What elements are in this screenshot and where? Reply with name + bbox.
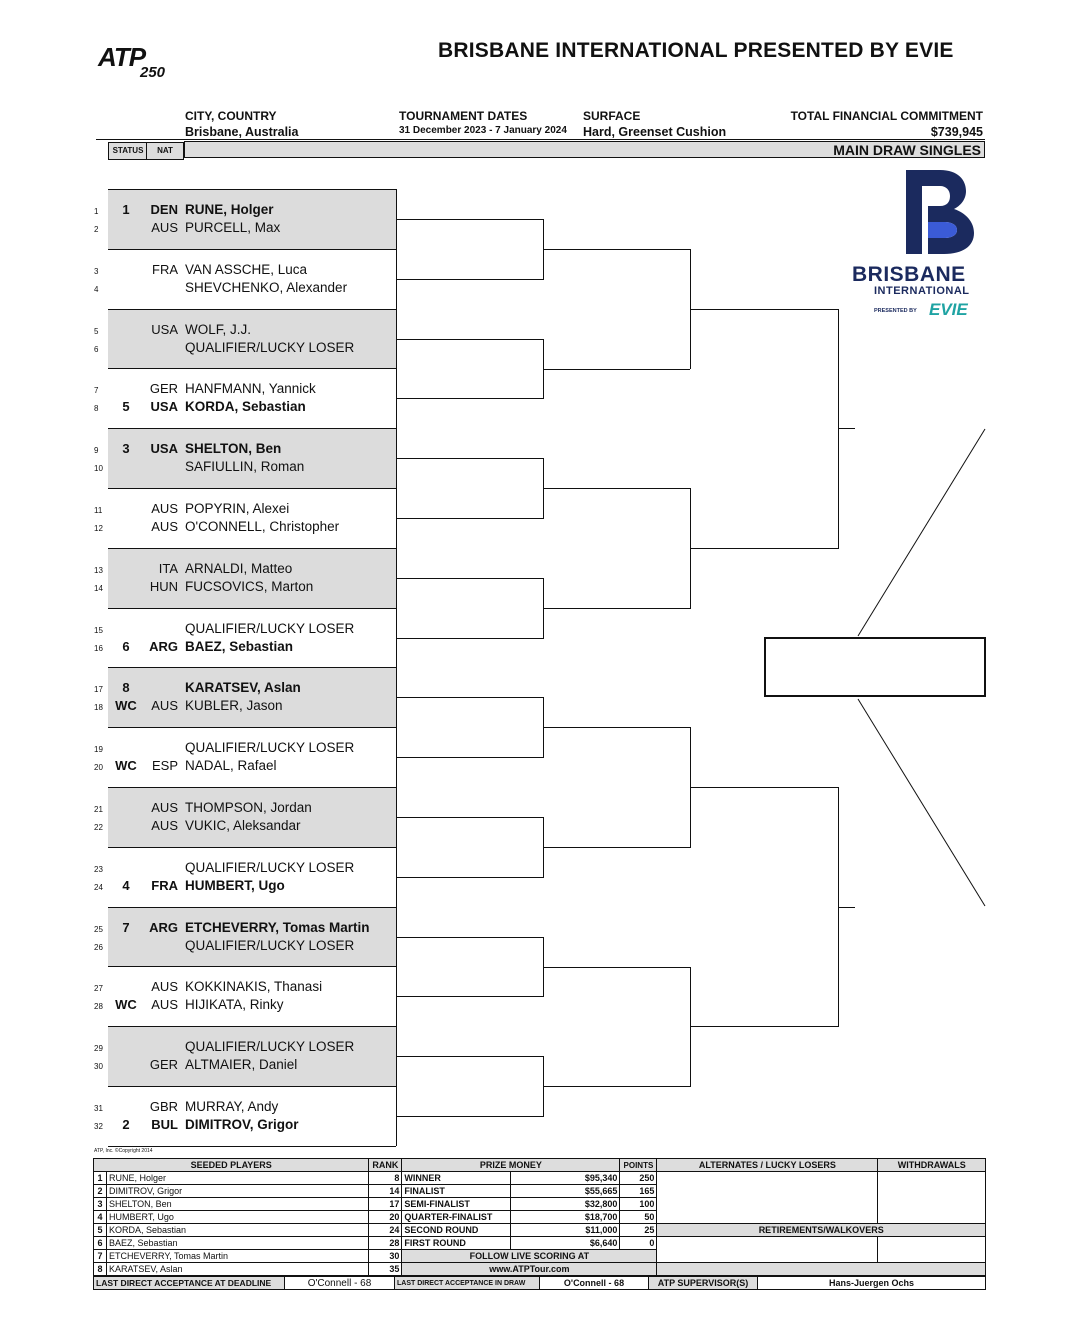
prize-round: FINALIST: [402, 1185, 511, 1198]
points-header: POINTS: [620, 1159, 657, 1172]
draw-player-name: MURRAY, Andy: [185, 1099, 279, 1114]
prize-money: $55,665: [511, 1185, 620, 1198]
dates-value: 31 December 2023 - 7 January 2024: [399, 125, 567, 136]
draw-nationality: USA: [151, 321, 178, 337]
draw-player-name: ARNALDI, Matteo: [185, 560, 293, 576]
prize-points: 50: [620, 1211, 657, 1224]
bracket-line: [396, 1056, 543, 1057]
draw-seed: WC: [115, 758, 137, 774]
prize-round: FIRST ROUND: [402, 1237, 511, 1250]
draw-entry: [0, 579, 400, 597]
final-connector: [855, 428, 987, 908]
bracket-line: [396, 339, 543, 340]
draw-player-name: VUKIC, Aleksandar: [185, 818, 301, 833]
bracket-line: [396, 518, 543, 519]
bracket-line: [396, 757, 543, 758]
seed-player: RUNE, Holger: [107, 1172, 369, 1185]
seed-rank: 35: [369, 1263, 402, 1276]
seed-player: KARATSEV, Aslan: [107, 1263, 369, 1276]
draw-player-name: ETCHEVERRY, Tomas Martin: [185, 919, 370, 935]
bracket-line: [108, 727, 396, 728]
lda-draw-value: O'Connell - 68: [540, 1277, 649, 1290]
bracket-line: [690, 548, 838, 549]
draw-type-label: MAIN DRAW SINGLES: [184, 141, 985, 158]
prize-round: WINNER: [402, 1172, 511, 1185]
prize-round: QUARTER-FINALIST: [402, 1211, 511, 1224]
draw-line-number: 25: [94, 924, 103, 934]
draw-nationality: AUS: [151, 519, 178, 534]
draw-player-name: FUCSOVICS, Marton: [185, 578, 314, 594]
draw-line-number: 13: [94, 565, 103, 575]
live-scoring-label: FOLLOW LIVE SCORING AT: [402, 1250, 657, 1263]
bracket-line: [690, 787, 838, 788]
seed-number: 2: [94, 1185, 107, 1198]
seed-rank: 17: [369, 1198, 402, 1211]
draw-player-name: HANFMANN, Yannick: [185, 381, 316, 397]
seed-number: 3: [94, 1198, 107, 1211]
draw-line-number: 6: [94, 344, 99, 354]
bracket-line: [690, 1026, 838, 1027]
page-title: BRISBANE INTERNATIONAL PRESENTED BY EVIE: [438, 39, 954, 62]
draw-entry: [0, 758, 400, 776]
bracket-line: [396, 279, 543, 280]
prize-money: $11,000: [511, 1224, 620, 1237]
draw-line-number: 15: [94, 625, 103, 635]
draw-seed: 5: [122, 399, 130, 415]
bracket-line: [108, 548, 396, 549]
atp-logo: ATP: [98, 42, 146, 72]
draw-entry: [0, 381, 400, 399]
bracket-line: [838, 428, 855, 429]
supervisor-label: ATP SUPERVISOR(S): [649, 1277, 758, 1290]
draw-entry: [0, 441, 400, 459]
draw-player-name: BAEZ, Sebastian: [185, 638, 294, 654]
seed-number: 4: [94, 1211, 107, 1224]
bracket-line: [108, 847, 396, 848]
draw-nationality: USA: [150, 441, 178, 457]
seed-rank: 24: [369, 1224, 402, 1237]
draw-nationality: ARG: [149, 919, 178, 935]
lda-draw-label: LAST DIRECT ACCEPTANCE IN DRAW: [395, 1277, 540, 1290]
bracket-line: [108, 1086, 396, 1087]
bracket-line: [108, 309, 396, 310]
bracket-line: [396, 877, 543, 878]
live-scoring-url: www.ATPTour.com: [402, 1263, 657, 1276]
bracket-line: [396, 398, 543, 399]
bracket-line: [108, 189, 396, 190]
draw-player-name: RUNE, Holger: [185, 202, 274, 217]
rank-header: RANK: [369, 1159, 402, 1172]
prize-round: SEMI-FINALIST: [402, 1198, 511, 1211]
bracket-line: [396, 817, 543, 818]
draw-nationality: AUS: [151, 698, 178, 714]
prize-points: 250: [620, 1172, 657, 1185]
draw-entry: [0, 639, 400, 657]
financial-value: $739,945: [930, 125, 983, 139]
bracket-line: [543, 727, 690, 728]
prize-points: 0: [620, 1237, 657, 1250]
draw-entry: [0, 878, 400, 896]
seed-player: BAEZ, Sebastian: [107, 1237, 369, 1250]
bracket-line: [396, 638, 543, 639]
bracket-line: [108, 608, 396, 609]
prize-round: SECOND ROUND: [402, 1224, 511, 1237]
draw-nationality: BUL: [151, 1117, 178, 1132]
draw-line-number: 16: [94, 643, 103, 653]
draw-line-number: 28: [94, 1002, 103, 1012]
bracket-line: [396, 937, 543, 938]
draw-player-name: SAFIULLIN, Roman: [185, 459, 305, 475]
draw-nationality: AUS: [151, 220, 178, 235]
draw-seed: 3: [122, 441, 130, 457]
draw-entry: [0, 220, 400, 238]
draw-line-number: 18: [94, 703, 103, 713]
bracket-line: [396, 578, 543, 579]
draw-entry: [0, 459, 400, 477]
prize-points: 100: [620, 1198, 657, 1211]
draw-nationality: AUS: [151, 997, 178, 1013]
city-value: Brisbane, Australia: [185, 125, 299, 139]
bracket-line: [396, 219, 543, 220]
draw-line-number: 4: [94, 284, 99, 294]
draw-line-number: 22: [94, 823, 103, 832]
retirements-area-right: [878, 1237, 986, 1263]
draw-line-number: 14: [94, 583, 103, 593]
draw-player-name: O'CONNELL, Christopher: [185, 519, 340, 534]
bracket-line: [396, 189, 397, 1146]
draw-entry: [0, 740, 400, 758]
draw-nationality: ESP: [151, 758, 178, 774]
draw-line-number: 17: [94, 685, 103, 695]
seed-number: 8: [94, 1263, 107, 1276]
draw-line-number: 32: [94, 1122, 103, 1131]
seed-player: KORDA, Sebastian: [107, 1224, 369, 1237]
draw-entry: [0, 322, 400, 340]
bracket-line: [543, 369, 690, 370]
draw-player-name: SHEVCHENKO, Alexander: [185, 279, 348, 295]
draw-player-name: KORDA, Sebastian: [185, 399, 306, 415]
sponsor-international: INTERNATIONAL: [874, 285, 970, 297]
draw-line-number: 30: [94, 1062, 103, 1072]
draw-player-name: HIJIKATA, Rinky: [185, 997, 284, 1013]
lda-deadline-label: LAST DIRECT ACCEPTANCE AT DEADLINE: [94, 1277, 285, 1290]
draw-entry: [0, 262, 400, 280]
draw-seed: 7: [122, 919, 130, 935]
draw-player-name: NADAL, Rafael: [185, 758, 277, 774]
draw-player-name: QUALIFIER/LUCKY LOSER: [185, 937, 355, 953]
draw-entry: [0, 979, 400, 997]
draw-line-number: 5: [94, 326, 99, 336]
draw-player-name: QUALIFIER/LUCKY LOSER: [185, 859, 355, 875]
alternates-header: ALTERNATES / LUCKY LOSERS: [657, 1159, 878, 1172]
alternates-area: [657, 1172, 878, 1224]
bracket-line: [108, 249, 396, 250]
draw-entry: [0, 938, 400, 956]
draw-seed: 8: [122, 680, 130, 696]
draw-player-name: QUALIFIER/LUCKY LOSER: [185, 339, 355, 355]
draw-entry: [0, 698, 400, 716]
draw-nationality: HUN: [149, 578, 178, 594]
draw-entry: [0, 1099, 400, 1117]
retirements-area-left: [657, 1237, 878, 1263]
draw-line-number: 7: [94, 386, 99, 396]
prize-money: $95,340: [511, 1172, 620, 1185]
seed-rank: 20: [369, 1211, 402, 1224]
prize-money: $32,800: [511, 1198, 620, 1211]
seeded-header: SEEDED PLAYERS: [94, 1159, 369, 1172]
draw-entry: [0, 399, 400, 417]
draw-player-name: ALTMAIER, Daniel: [185, 1057, 298, 1073]
seed-player: ETCHEVERRY, Tomas Martin: [107, 1250, 369, 1263]
draw-player-name: DIMITROV, Grigor: [185, 1117, 299, 1132]
footer-bottom-row: [93, 1276, 986, 1290]
draw-entry: [0, 519, 400, 537]
draw-nationality: AUS: [151, 501, 178, 516]
bracket-line: [543, 249, 690, 250]
bracket-line: [396, 697, 543, 698]
seed-player: SHELTON, Ben: [107, 1198, 369, 1211]
draw-player-name: QUALIFIER/LUCKY LOSER: [185, 740, 355, 756]
bracket-line: [108, 1146, 396, 1147]
draw-line-number: 12: [94, 524, 103, 533]
draw-nationality: FRA: [151, 877, 178, 893]
draw-entry: [0, 621, 400, 639]
bracket-line: [108, 1026, 396, 1027]
surface-label: SURFACE: [583, 109, 641, 123]
bracket-line: [108, 667, 396, 668]
draw-entry: [0, 280, 400, 298]
prize-money: $18,700: [511, 1211, 620, 1224]
draw-player-name: HUMBERT, Ugo: [185, 877, 285, 893]
bracket-line: [108, 907, 396, 908]
draw-seed: 4: [122, 877, 130, 893]
draw-player-name: QUALIFIER/LUCKY LOSER: [185, 620, 355, 636]
bracket-line: [396, 996, 543, 997]
footer-gray-fill: [657, 1263, 986, 1276]
bracket-line: [108, 966, 396, 967]
draw-entry: [0, 920, 400, 938]
draw-player-name: POPYRIN, Alexei: [185, 501, 290, 516]
draw-line-number: 24: [94, 882, 103, 892]
draw-line-number: 2: [94, 225, 99, 234]
draw-player-name: KUBLER, Jason: [185, 698, 283, 714]
withdrawals-header: WITHDRAWALS: [878, 1159, 986, 1172]
draw-entry: [0, 561, 400, 579]
prize-points: 25: [620, 1224, 657, 1237]
draw-line-number: 27: [94, 984, 103, 994]
seed-number: 5: [94, 1224, 107, 1237]
prize-points: 165: [620, 1185, 657, 1198]
draw-entry: [0, 1057, 400, 1075]
draw-entry: [0, 1039, 400, 1057]
draw-nationality: GER: [149, 381, 178, 397]
draw-line-number: 9: [94, 446, 99, 456]
sponsor-presented-by: PRESENTED BY: [874, 308, 917, 314]
sponsor-brisbane: BRISBANE: [852, 263, 966, 286]
draw-line-number: 26: [94, 942, 103, 952]
seed-player: DIMITROV, Grigor: [107, 1185, 369, 1198]
draw-player-name: WOLF, J.J.: [185, 321, 252, 337]
draw-nationality: AUS: [151, 800, 178, 815]
header-divider: [96, 139, 985, 140]
draw-line-number: 8: [94, 404, 99, 414]
draw-line-number: 29: [94, 1044, 103, 1054]
city-label: CITY, COUNTRY: [185, 109, 277, 123]
draw-line-number: 3: [94, 266, 99, 276]
draw-line-number: 21: [94, 805, 103, 814]
nat-column-label: NAT: [146, 142, 184, 160]
copyright: ATP, Inc. ©Copyright 2014: [94, 1148, 153, 1154]
draw-seed: 2: [122, 1117, 130, 1132]
draw-line-number: 20: [94, 763, 103, 773]
seed-player: HUMBERT, Ugo: [107, 1211, 369, 1224]
lda-deadline-value: O'Connell - 68: [285, 1277, 395, 1290]
draw-line-number: 31: [94, 1104, 103, 1113]
draw-entry: [0, 202, 400, 220]
bracket-line: [543, 967, 690, 968]
draw-seed: WC: [115, 698, 137, 714]
draw-player-name: VAN ASSCHE, Luca: [185, 261, 308, 277]
draw-line-number: 1: [94, 207, 99, 216]
bracket-line: [396, 458, 543, 459]
prize-header: PRIZE MONEY: [402, 1159, 620, 1172]
seed-rank: 14: [369, 1185, 402, 1198]
draw-player-name: KOKKINAKIS, Thanasi: [185, 979, 323, 995]
draw-player-name: SHELTON, Ben: [185, 441, 282, 457]
draw-entry: [0, 997, 400, 1015]
bracket-line: [543, 1086, 690, 1087]
draw-seed: WC: [115, 997, 137, 1013]
brisbane-b-logo-icon: [900, 166, 980, 256]
draw-nationality: AUS: [151, 818, 178, 833]
atp-logo-tier: 250: [140, 64, 166, 81]
seed-number: 1: [94, 1172, 107, 1185]
bracket-line: [543, 847, 690, 848]
draw-entry: [0, 800, 400, 818]
draw-entry: [0, 818, 400, 836]
draw-line-number: 19: [94, 745, 103, 755]
draw-entry: [0, 860, 400, 878]
sponsor-evie: EVIE: [929, 300, 968, 319]
financial-label: TOTAL FINANCIAL COMMITMENT: [790, 109, 983, 123]
draw-entry: [0, 340, 400, 358]
draw-seed: 6: [122, 638, 130, 654]
bracket-line: [690, 309, 838, 310]
bracket-line: [108, 368, 396, 369]
draw-player-name: THOMPSON, Jordan: [185, 800, 312, 815]
bracket-line: [108, 428, 396, 429]
draw-seed: 1: [122, 202, 130, 217]
draw-nationality: FRA: [152, 261, 178, 277]
draw-nationality: AUS: [151, 979, 178, 995]
draw-nationality: USA: [150, 399, 178, 415]
draw-nationality: GER: [149, 1057, 178, 1073]
seed-number: 7: [94, 1250, 107, 1263]
status-column-label: STATUS: [108, 142, 148, 160]
seed-rank: 28: [369, 1237, 402, 1250]
bracket-line: [543, 488, 690, 489]
seed-rank: 8: [369, 1172, 402, 1185]
draw-nationality: ITA: [158, 560, 178, 576]
draw-player-name: PURCELL, Max: [185, 220, 281, 235]
dates-label: TOURNAMENT DATES: [399, 109, 528, 123]
supervisor-value: Hans-Juergen Ochs: [758, 1277, 986, 1290]
draw-line-number: 11: [94, 506, 103, 515]
draw-nationality: ARG: [149, 638, 178, 654]
retirements-header: RETIREMENTS/WALKOVERS: [657, 1224, 986, 1237]
seed-number: 6: [94, 1237, 107, 1250]
draw-entry: [0, 501, 400, 519]
withdrawals-area: [878, 1172, 986, 1224]
draw-line-number: 10: [94, 464, 103, 474]
draw-nationality: DEN: [150, 202, 178, 217]
prize-money: $6,640: [511, 1237, 620, 1250]
draw-nationality: GBR: [149, 1099, 178, 1114]
bracket-line: [838, 907, 855, 908]
surface-value: Hard, Greenset Cushion: [583, 125, 727, 139]
bracket-line: [108, 488, 396, 489]
draw-line-number: 23: [94, 864, 103, 874]
draw-entry: [0, 680, 400, 698]
bracket-line: [543, 608, 690, 609]
footer-table: [93, 1158, 986, 1276]
seed-rank: 30: [369, 1250, 402, 1263]
draw-player-name: QUALIFIER/LUCKY LOSER: [185, 1039, 355, 1055]
draw-player-name: KARATSEV, Aslan: [185, 680, 301, 696]
bracket-line: [396, 1116, 543, 1117]
draw-entry: [0, 1117, 400, 1135]
bracket-line: [108, 787, 396, 788]
